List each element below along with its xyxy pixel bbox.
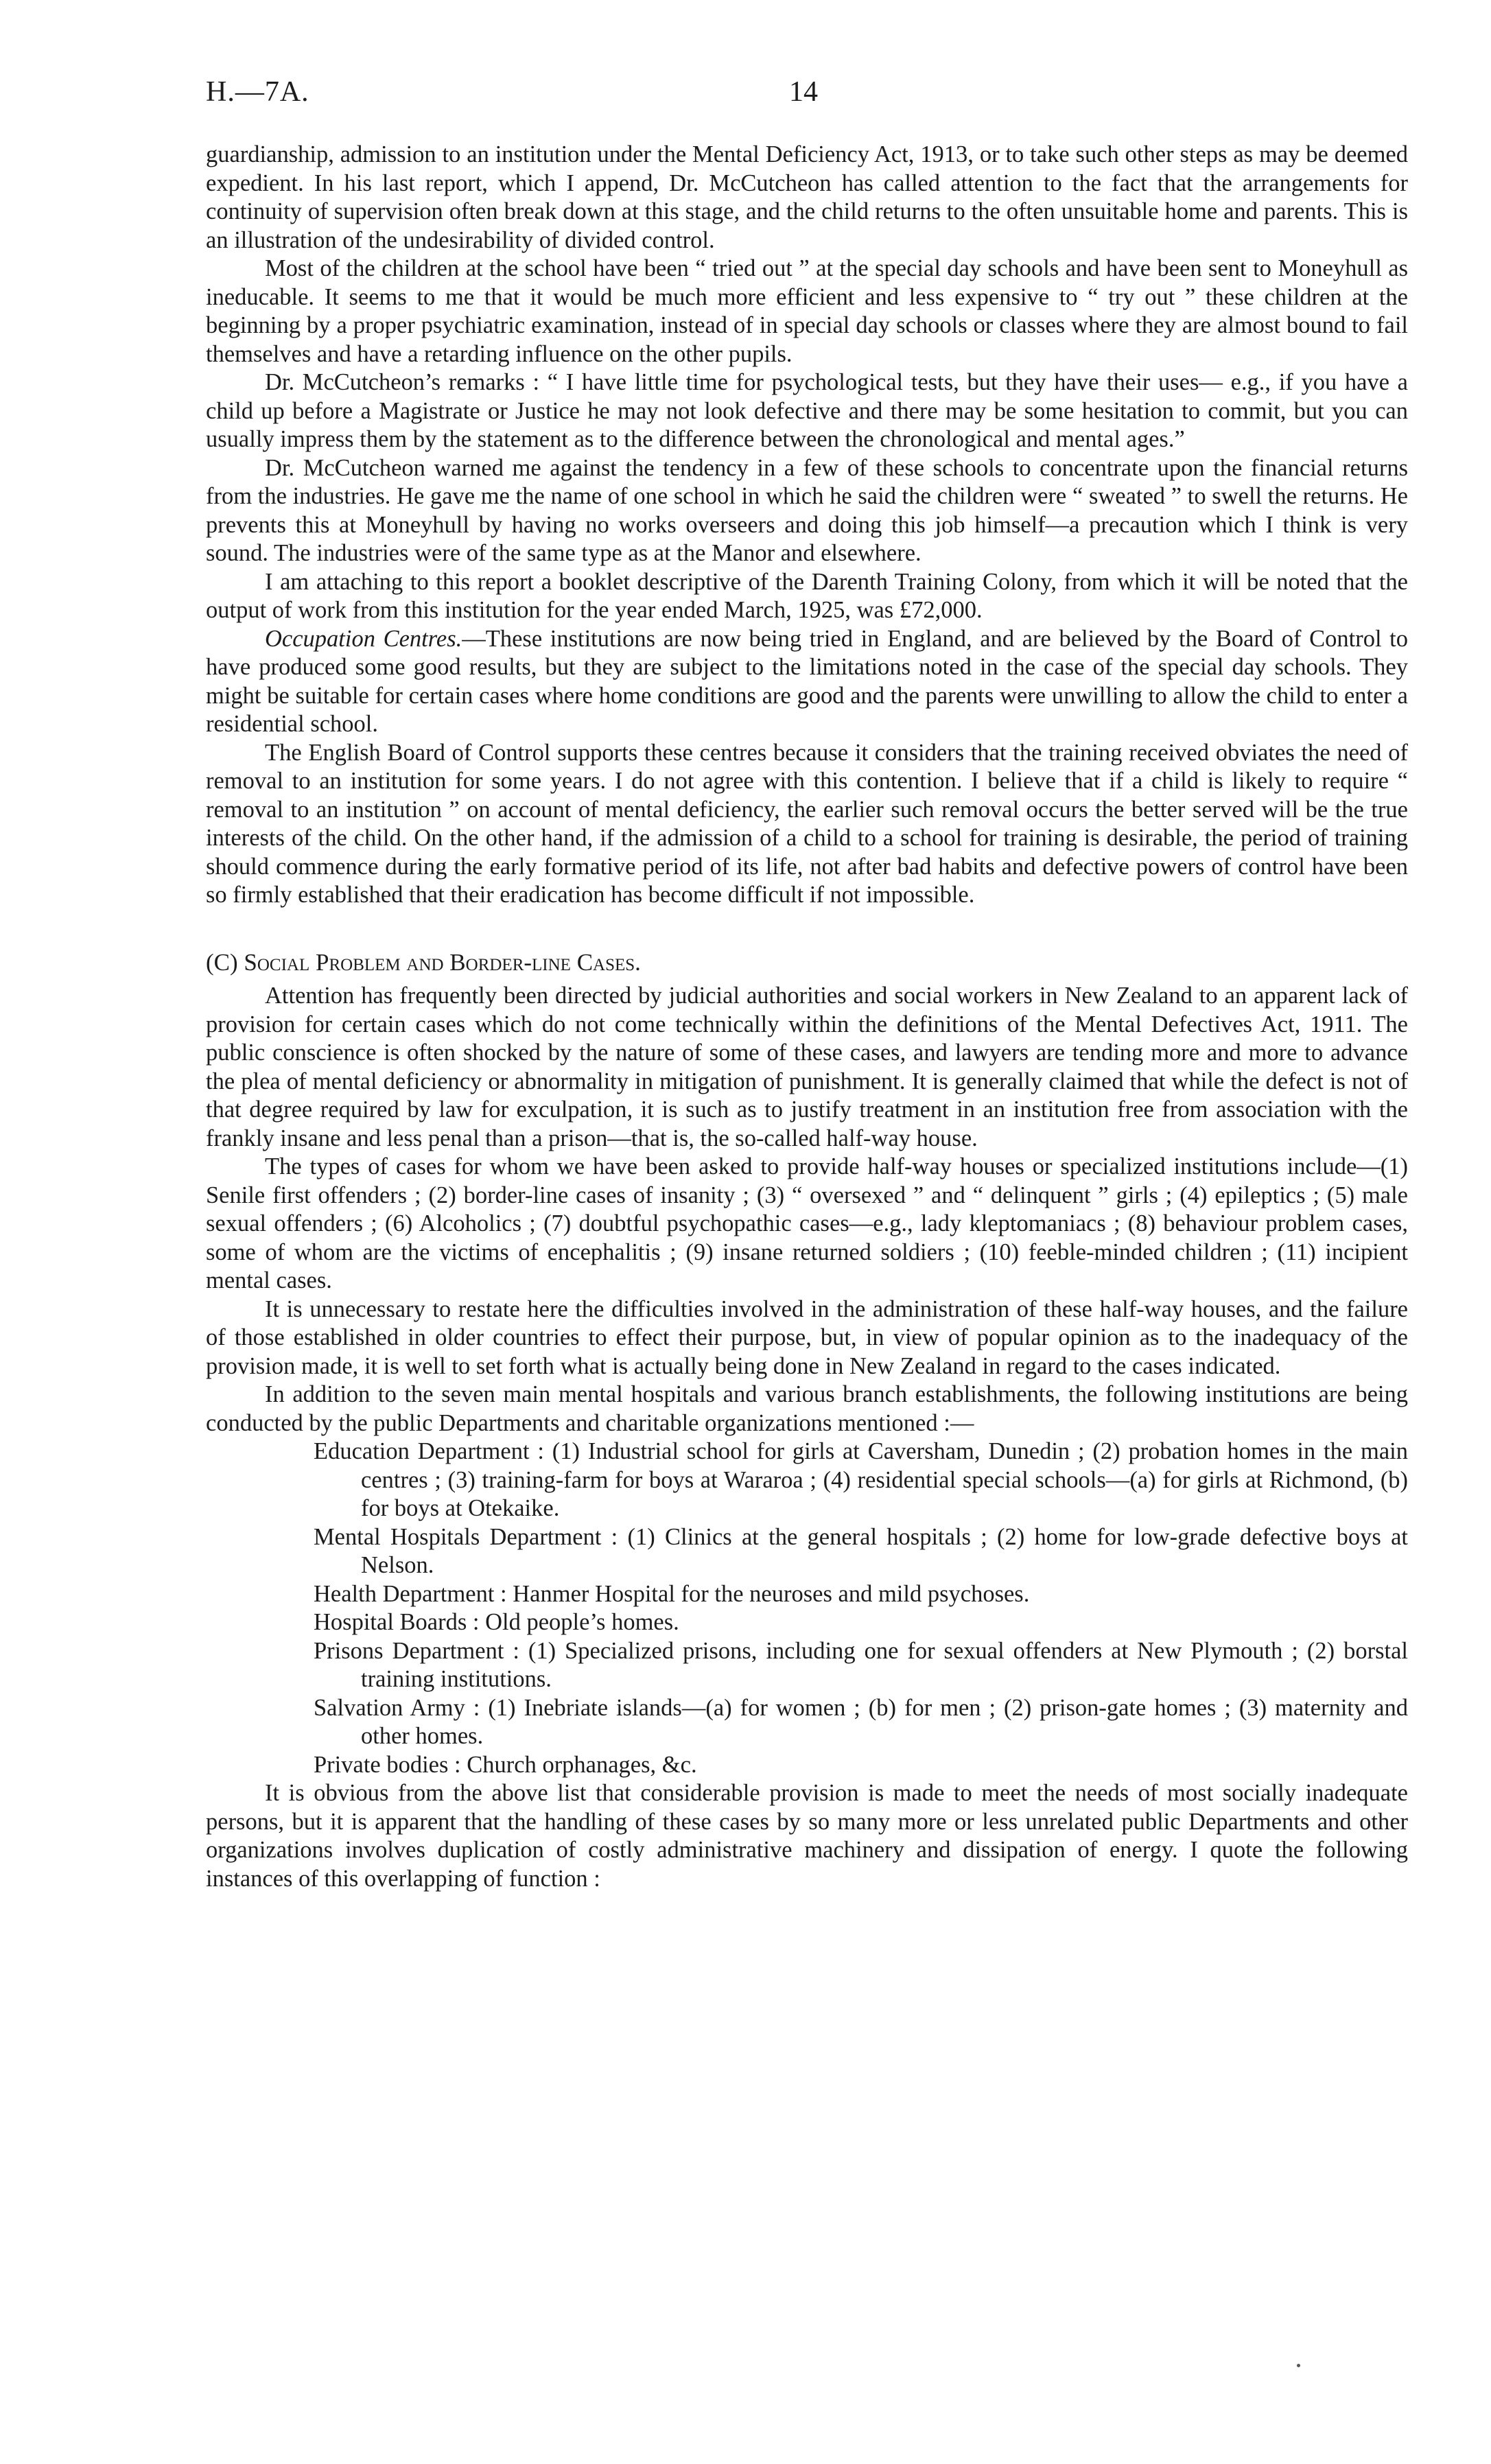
paragraph: Most of the children at the school have been “ tried out ” at the special day schools and have been sent to Moneyhull as ineducable. It seems to me that it would be much more efficient and less expensive to “ try out ” these children at the beginning by a proper psychiatric examination, instead of in special day schools or classes where they are almost bound to fail themselves and have a retarding influence on the other pupils.	[206, 255, 1408, 367]
occupation-centres-paragraph	[206, 625, 1408, 739]
print-speck	[1297, 2364, 1300, 2367]
occupation-centres-text: —These institutions are now being tried in England, and are believed by the Board of Control to have produced some good results, but they are subject to the limitations noted in the case of the special day schools. They might be suitable for certain cases where home conditions are good and the parents were unwilling to allow the child to enter a residential school.	[206, 625, 1408, 737]
section-heading: (C) Social Problem and Border-line Cases.	[206, 948, 641, 976]
institutions-list	[314, 1438, 1408, 1779]
list-item: Health Department : Hanmer Hospital for the neuroses and mild psychoses.	[314, 1580, 1030, 1607]
paragraph: Attention has frequently been directed by judicial authorities and social workers in New Zealand to an apparent lack of provision for certain cases which do not come technically within the definitions of the Mental Defectives Act, 1911. The public conscience is often shocked by the nature of some of these cases, and lawyers are tending more and more to advance the plea of mental deficiency or abnormality in mitigation of punishment. It is generally claimed that while the defect is not of that degree required by law for exculpation, it is such as to justify treatment in an institution free from association with the frankly insane and less penal than a prison—that is, the so-called half-way house.	[206, 983, 1408, 1151]
paragraph: It is obvious from the above list that considerable provision is made to meet the needs of most socially inadequate persons, but it is apparent that the handling of these cases by so many more or less unrelated public Departments and other organizations involves duplication of costly administrative machinery and dissipation of energy. I quote the following instances of this overlapping of function :	[206, 1780, 1408, 1892]
document-body	[206, 141, 1408, 1893]
list-item: Prisons Department : (1) Specialized prisons, including one for sexual offenders at New Plymouth ; (2) borstal training institutions.	[314, 1637, 1408, 1692]
paragraph: In addition to the seven main mental hospitals and various branch establishments, the following institutions are being conducted by the public Departments and charitable organizations mentioned :—	[206, 1381, 1408, 1436]
occupation-centres-heading: Occupation Centres.	[265, 625, 462, 652]
document-code: H.—7A.	[206, 76, 309, 108]
list-item: Mental Hospitals Department : (1) Clinics at the general hospitals ; (2) home for low-grade defective boys at Nelson.	[314, 1523, 1408, 1578]
paragraph: Dr. McCutcheon’s remarks : “ I have little time for psychological tests, but they have their uses— e.g., if you have a child up before a Magistrate or Justice he may not look defective and there may be some hesitation to commit, but you can usually impress them by the statement as to the difference between the chronological and mental ages.”	[206, 369, 1408, 452]
list-item: Education Department : (1) Industrial school for girls at Caversham, Dunedin ; (2) probation homes in the main centres ; (3) training-farm for boys at Wararoa ; (4) residential special schools—(a) for girls at Richmond, (b) for boys at Otekaike.	[314, 1438, 1408, 1521]
paragraph: The English Board of Control supports these centres because it considers that the training received obviates the need of removal to an institution for some years. I do not agree with this contention. I believe that if a child is likely to require “ removal to an institution ” on account of mental deficiency, the earlier such removal occurs the better served will be the true interests of the child. On the other hand, if the admission of a child to a school for training is desirable, the period of training should commence during the early formative period of its life, not after bad habits and defective powers of control have been so firmly established that their eradication has become difficult if not impossible.	[206, 739, 1408, 908]
paragraph: It is unnecessary to restate here the difficulties involved in the administration of these half-way houses, and the failure of those established in older countries to effect their purpose, but, in view of popular opinion as to the inadequacy of the provision made, it is well to set forth what is actually being done in New Zealand in regard to the cases indicated.	[206, 1295, 1408, 1379]
list-item: Private bodies : Church orphanages, &c.	[314, 1751, 697, 1778]
page-number: 14	[789, 76, 818, 108]
list-item: Salvation Army : (1) Inebriate islands—(a) for women ; (b) for men ; (2) prison-gate homes ; (3) maternity and other homes.	[314, 1694, 1408, 1749]
paragraph: Dr. McCutcheon warned me against the tendency in a few of these schools to concentrate upon the financial returns from the industries. He gave me the name of one school in which he said the children were “ sweated ” to swell the returns. He prevents this at Moneyhull by having no works overseers and doing this job himself—a precaution which I think is very sound. The industries were of the same type as at the Manor and elsewhere.	[206, 454, 1408, 566]
paragraph: guardianship, admission to an institution under the Mental Deficiency Act, 1913, or to take such other steps as may be deemed expedient. In his last report, which I append, Dr. McCutcheon has called attention to the fact that the arrangements for continuity of supervision often break down at this stage, and the child returns to the often unsuitable home and parents. This is an illustration of the undesirability of divided control.	[206, 141, 1408, 253]
list-item: Hospital Boards : Old people’s homes.	[314, 1609, 679, 1635]
paragraph: I am attaching to this report a booklet descriptive of the Darenth Training Colony, from which it will be noted that the output of work from this institution for the year ended March, 1925, was £72,000.	[206, 568, 1408, 623]
paragraph: The types of cases for whom we have been asked to provide half-way houses or specialized institutions include—(1) Senile first offenders ; (2) border-line cases of insanity ; (3) “ oversexed ” and “ delinquent ” girls ; (4) epileptics ; (5) male sexual offenders ; (6) Alcoholics ; (7) doubtful psychopathic cases—e.g., lady kleptomaniacs ; (8) behaviour problem cases, some of whom are the victims of encephalitis ; (9) insane returned soldiers ; (10) feeble-minded children ; (11) incipient mental cases.	[206, 1153, 1408, 1293]
